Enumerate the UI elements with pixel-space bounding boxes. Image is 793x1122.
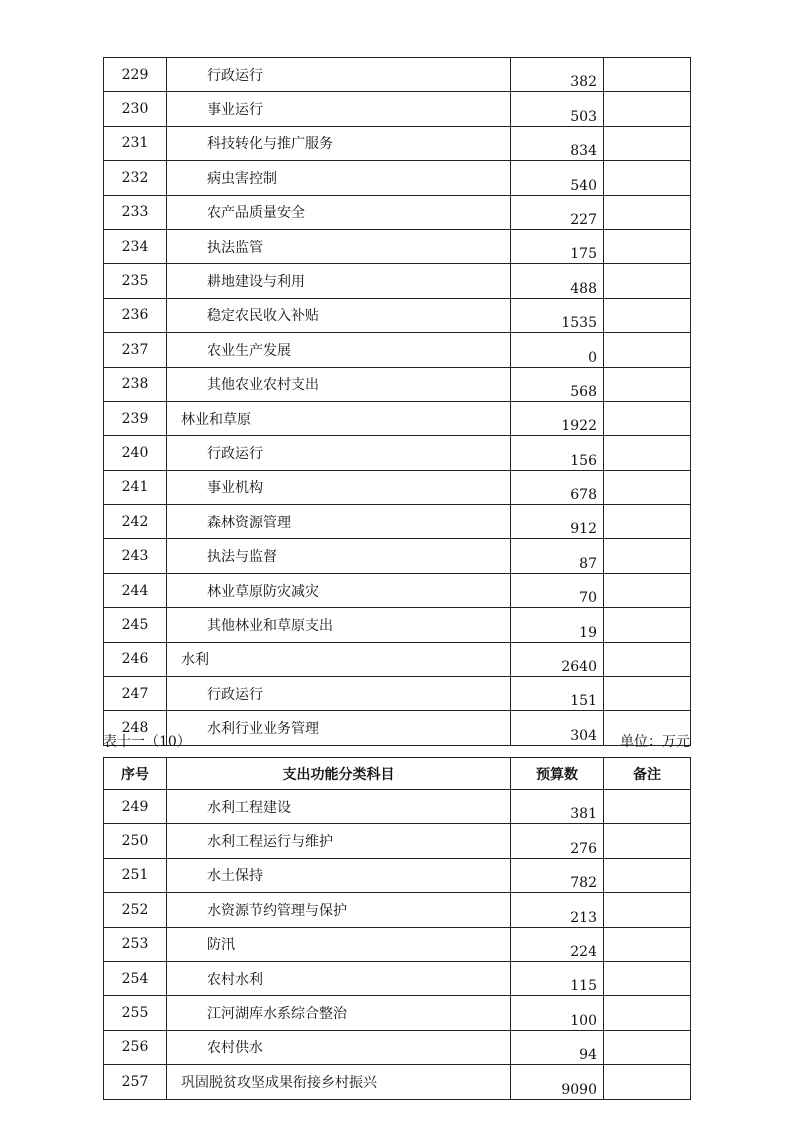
row-category-name: 农产品质量安全 — [207, 205, 305, 222]
row-remarks — [604, 367, 691, 401]
row-serial-number: 249 — [104, 790, 167, 824]
row-budget-amount: 100 — [511, 996, 604, 1030]
row-remarks — [604, 996, 691, 1030]
header-category: 支出功能分类科目 — [167, 758, 511, 790]
row-remarks — [604, 790, 691, 824]
budget-table-continued — [103, 57, 691, 746]
row-category-cell — [167, 264, 511, 298]
row-serial-number: 252 — [104, 893, 167, 927]
row-category-name: 森林资源管理 — [207, 514, 291, 531]
row-serial-number: 240 — [104, 436, 167, 470]
table-row — [104, 195, 691, 229]
row-budget-amount: 503 — [511, 92, 604, 126]
row-category-cell — [167, 961, 511, 995]
row-serial-number: 237 — [104, 333, 167, 367]
row-serial-number: 245 — [104, 608, 167, 642]
row-budget-amount: 87 — [511, 539, 604, 573]
table-row — [104, 401, 691, 435]
row-category-name: 病虫害控制 — [207, 170, 277, 187]
header-budget-amount: 预算数 — [511, 758, 604, 790]
row-category-cell — [167, 401, 511, 435]
row-remarks — [604, 961, 691, 995]
row-category-name: 事业机构 — [207, 480, 263, 497]
row-serial-number: 239 — [104, 401, 167, 435]
row-budget-amount: 678 — [511, 470, 604, 504]
row-budget-amount: 1535 — [511, 298, 604, 332]
row-remarks — [604, 1065, 691, 1099]
row-serial-number: 230 — [104, 92, 167, 126]
row-serial-number: 255 — [104, 996, 167, 1030]
row-serial-number: 250 — [104, 824, 167, 858]
row-category-cell — [167, 505, 511, 539]
row-serial-number: 254 — [104, 961, 167, 995]
row-category-cell — [167, 608, 511, 642]
table-row — [104, 333, 691, 367]
row-category-cell — [167, 858, 511, 892]
row-serial-number: 231 — [104, 126, 167, 160]
row-category-cell — [167, 92, 511, 126]
row-serial-number: 256 — [104, 1030, 167, 1064]
row-remarks — [604, 505, 691, 539]
row-remarks — [604, 333, 691, 367]
row-budget-amount: 488 — [511, 264, 604, 298]
row-remarks — [604, 92, 691, 126]
row-category-cell — [167, 161, 511, 195]
row-category-name: 巩固脱贫攻坚成果衔接乡村振兴 — [181, 1074, 377, 1091]
row-remarks — [604, 824, 691, 858]
row-category-name: 农业生产发展 — [207, 342, 291, 359]
row-budget-amount: 2640 — [511, 642, 604, 676]
row-category-cell — [167, 573, 511, 607]
row-remarks — [604, 470, 691, 504]
row-category-name: 防汛 — [207, 937, 235, 954]
header-remarks: 备注 — [604, 758, 691, 790]
row-budget-amount: 834 — [511, 126, 604, 160]
row-category-cell — [167, 927, 511, 961]
row-budget-amount: 213 — [511, 893, 604, 927]
row-budget-amount: 19 — [511, 608, 604, 642]
table-row — [104, 229, 691, 263]
row-remarks — [604, 1030, 691, 1064]
row-category-name: 执法监管 — [207, 239, 263, 256]
table-row — [104, 92, 691, 126]
row-category-name: 水利 — [181, 652, 209, 669]
table-row — [104, 367, 691, 401]
row-serial-number: 242 — [104, 505, 167, 539]
table-row — [104, 161, 691, 195]
row-budget-amount: 156 — [511, 436, 604, 470]
row-budget-amount: 94 — [511, 1030, 604, 1064]
row-category-cell — [167, 333, 511, 367]
row-budget-amount: 1922 — [511, 401, 604, 435]
row-budget-amount: 540 — [511, 161, 604, 195]
table-row — [104, 505, 691, 539]
row-category-name: 稳定农民收入补贴 — [207, 308, 319, 325]
row-serial-number: 235 — [104, 264, 167, 298]
row-serial-number: 248 — [104, 711, 167, 745]
row-category-cell — [167, 642, 511, 676]
row-category-cell — [167, 195, 511, 229]
row-serial-number: 247 — [104, 677, 167, 711]
row-category-name: 江河湖库水系综合整治 — [207, 1006, 347, 1023]
row-remarks — [604, 858, 691, 892]
row-budget-amount: 227 — [511, 195, 604, 229]
row-category-cell — [167, 790, 511, 824]
table-row — [104, 1065, 691, 1099]
row-category-cell — [167, 996, 511, 1030]
row-category-name: 耕地建设与利用 — [207, 274, 305, 291]
row-remarks — [604, 58, 691, 92]
table-body — [104, 790, 691, 1100]
row-category-cell — [167, 824, 511, 858]
row-category-cell — [167, 539, 511, 573]
row-category-name: 其他农业农村支出 — [207, 377, 319, 394]
row-budget-amount: 276 — [511, 824, 604, 858]
header-serial-number: 序号 — [104, 758, 167, 790]
row-budget-amount: 0 — [511, 333, 604, 367]
row-serial-number: 251 — [104, 858, 167, 892]
row-category-cell — [167, 367, 511, 401]
row-category-name: 水资源节约管理与保护 — [207, 902, 347, 919]
row-serial-number: 241 — [104, 470, 167, 504]
table-row — [104, 677, 691, 711]
row-remarks — [604, 195, 691, 229]
row-remarks — [604, 927, 691, 961]
row-category-name: 水利行业业务管理 — [207, 721, 319, 738]
row-category-cell — [167, 470, 511, 504]
table-row — [104, 996, 691, 1030]
row-category-cell — [167, 1030, 511, 1064]
row-budget-amount: 70 — [511, 573, 604, 607]
row-remarks — [604, 893, 691, 927]
row-budget-amount: 568 — [511, 367, 604, 401]
table-row — [104, 858, 691, 892]
row-remarks — [604, 126, 691, 160]
table-row — [104, 961, 691, 995]
row-serial-number: 257 — [104, 1065, 167, 1099]
row-remarks — [604, 677, 691, 711]
row-category-cell — [167, 1065, 511, 1099]
row-category-name: 行政运行 — [207, 445, 263, 462]
row-category-cell — [167, 711, 511, 745]
row-serial-number: 233 — [104, 195, 167, 229]
table-row — [104, 470, 691, 504]
table-row — [104, 927, 691, 961]
row-category-name: 水利工程运行与维护 — [207, 834, 333, 851]
row-budget-amount: 912 — [511, 505, 604, 539]
row-serial-number: 236 — [104, 298, 167, 332]
row-category-name: 事业运行 — [207, 102, 263, 119]
unit-label: 单位：万元 — [620, 734, 690, 750]
row-serial-number: 234 — [104, 229, 167, 263]
row-serial-number: 246 — [104, 642, 167, 676]
budget-table — [103, 757, 691, 1100]
row-category-cell — [167, 436, 511, 470]
row-serial-number: 229 — [104, 58, 167, 92]
row-category-cell — [167, 229, 511, 263]
row-category-cell — [167, 126, 511, 160]
row-category-name: 农村水利 — [207, 971, 263, 988]
row-budget-amount: 381 — [511, 790, 604, 824]
row-category-cell — [167, 298, 511, 332]
table-row — [104, 790, 691, 824]
row-category-name: 水利工程建设 — [207, 799, 291, 816]
table-row — [104, 642, 691, 676]
table-row — [104, 298, 691, 332]
table-row — [104, 573, 691, 607]
row-serial-number: 253 — [104, 927, 167, 961]
row-category-name: 执法与监督 — [207, 549, 277, 566]
row-serial-number: 238 — [104, 367, 167, 401]
row-budget-amount: 782 — [511, 858, 604, 892]
row-remarks — [604, 401, 691, 435]
row-category-name: 其他林业和草原支出 — [207, 617, 333, 634]
table-row — [104, 539, 691, 573]
row-remarks — [604, 573, 691, 607]
table-row — [104, 893, 691, 927]
row-category-cell — [167, 58, 511, 92]
row-category-name: 行政运行 — [207, 686, 263, 703]
row-remarks — [604, 539, 691, 573]
table-body — [104, 58, 691, 746]
table-row — [104, 1030, 691, 1064]
row-category-name: 科技转化与推广服务 — [207, 136, 333, 153]
table-row — [104, 436, 691, 470]
row-remarks — [604, 608, 691, 642]
table-row — [104, 126, 691, 160]
row-category-name: 林业草原防灾减灾 — [207, 583, 319, 600]
row-serial-number: 232 — [104, 161, 167, 195]
table-header — [104, 758, 691, 790]
row-category-cell — [167, 677, 511, 711]
row-remarks — [604, 264, 691, 298]
row-budget-amount: 175 — [511, 229, 604, 263]
table-row — [104, 824, 691, 858]
row-category-cell — [167, 893, 511, 927]
header-row — [104, 758, 691, 790]
row-budget-amount: 224 — [511, 927, 604, 961]
row-category-name: 行政运行 — [207, 67, 263, 84]
row-remarks — [604, 436, 691, 470]
row-budget-amount: 151 — [511, 677, 604, 711]
row-remarks — [604, 642, 691, 676]
row-category-name: 水土保持 — [207, 868, 263, 885]
row-budget-amount: 9090 — [511, 1065, 604, 1099]
row-remarks — [604, 298, 691, 332]
row-budget-amount: 382 — [511, 58, 604, 92]
table-row — [104, 58, 691, 92]
table-caption: 表十一（10） — [103, 734, 191, 750]
table-row — [104, 608, 691, 642]
row-budget-amount: 115 — [511, 961, 604, 995]
table-row — [104, 264, 691, 298]
row-category-name: 农村供水 — [207, 1040, 263, 1057]
row-remarks — [604, 229, 691, 263]
row-serial-number: 243 — [104, 539, 167, 573]
row-category-name: 林业和草原 — [181, 411, 251, 428]
table-row — [104, 711, 691, 745]
row-budget-amount: 304 — [511, 711, 604, 745]
row-remarks — [604, 161, 691, 195]
row-serial-number: 244 — [104, 573, 167, 607]
